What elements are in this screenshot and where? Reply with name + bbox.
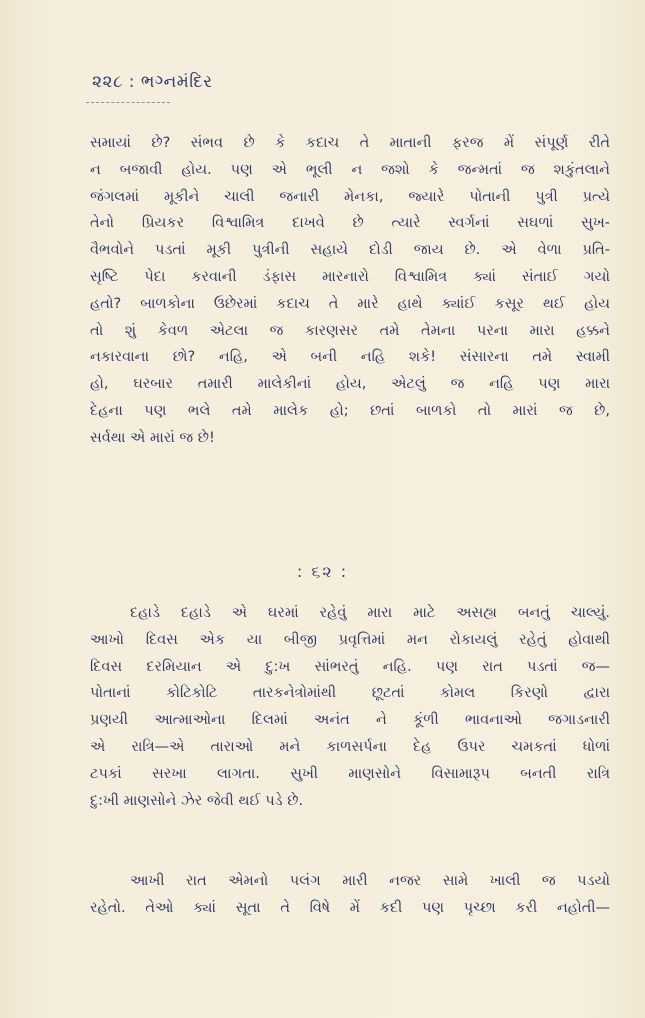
text-line: ટપકાં સરખા લાગતા. સુખી માણસોને વિસામારૂપ બનતી રાત્રિ	[90, 765, 610, 782]
text-line: દેહના પણ ભલે તમે માલેક હો; છતાં બાળકો તો મારાં જ છે,	[90, 402, 610, 419]
paragraph-2	[90, 600, 610, 814]
page-number: ૨૨૮	[92, 72, 123, 92]
header-separator: :	[128, 72, 135, 92]
text-line: દુ:ખી માણસોને ઝેર જેવી થઈ પડે છે.	[90, 792, 304, 809]
text-line: સમાયાં છે? સંભવ છે કે કદાચ તે માતાની ફરજ મેં સંપૂર્ણ રીતે	[90, 135, 610, 151]
section-number: : ૬૨ :	[296, 562, 349, 581]
text-line: હતો? બાળકોના ઉછેરમાં કદાચ તે મારે હાથે ક્યાંઈ કસૂર થઈ હોય	[90, 295, 610, 312]
text-line: પોતાનાં કોટિકોટિ તારકનેત્રોમાંથી છૂટતાં કોમલ કિરણો દ્વારા	[90, 685, 610, 702]
text-line: વૈભવોને પડતાં મૂકી પુત્રીની સહાયે દોડી જાય છે. એ વેળા પ્રતિ-	[90, 242, 610, 259]
text-line: દિવસ દરમિયાન એ દુ:ખ સાંભરતું નહિ. પણ રાત પડતાં જ—	[90, 658, 610, 675]
text-line: જંગલમાં મૂકીને ચાલી જનારી મેનકા, જ્યારે પોતાની પુત્રી પ્રત્યે	[90, 188, 610, 205]
paragraph-1	[90, 130, 610, 452]
paragraph-3	[90, 868, 610, 922]
text-line: પ્રણયી આત્માઓના દિલમાં અનંત ને કૂંળી ભાવનાઓ જગાડનારી	[90, 712, 610, 729]
book-title: ભગ્નમંદિર	[140, 72, 213, 92]
text-line: સર્વથા એ મારાં જ છે!	[90, 429, 215, 446]
text-line: ન બજાવી હોય. પણ એ ભૂલી ન જશો કે જન્મતાં જ શકુંતલાને	[90, 161, 610, 178]
running-header	[92, 72, 212, 92]
text-line: સૃષ્ટિ પેદા કરવાની ડંફાસ મારનારો વિશ્વામિત્ર ક્યાં સંતાઈ ગયો	[90, 268, 610, 285]
text-line: તેનો પ્રિયકર વિશ્વામિત્ર દાખવે છે ત્યારે સ્વર્ગનાં સઘળાં સુખ-	[90, 215, 610, 232]
text-line: દહાડે દહાડે એ ઘરમાં રહેવું મારા માટે અસહ્ય બનતું ચાલ્યું.	[130, 605, 610, 621]
text-line: રહેતો. તેઓ ક્યાં સૂતા તે વિષે મેં કદી પણ પૃચ્છા કરી નહોતી—	[90, 899, 610, 916]
text-line: તો શું કેવળ એટલા જ કારણસર તમે તેમના પરના મારા હક્કને	[90, 322, 610, 339]
text-line: એ રાત્રિ—એ તારાઓ મને કાળસર્પના દેહ ઉપર ચમકતાં ધોળાં	[90, 738, 610, 755]
text-line: હો, ઘરબાર તમારી માલેકીનાં હોય, એટલું જ નહિ પણ મારા	[90, 376, 610, 393]
text-line: નકારવાના છો? નહિ, એ બની નહિ શકે! સંસારના તમે સ્વામી	[90, 349, 610, 366]
text-line: આખી રાત એમનો પલંગ મારી નજર સામે ખાલી જ પડયો	[130, 873, 610, 889]
text-line: આખો દિવસ એક યા બીજી પ્રવૃત્તિમાં મન રોકાયલું રહેતું હોવાથી	[90, 631, 610, 648]
header-rule	[86, 102, 170, 103]
